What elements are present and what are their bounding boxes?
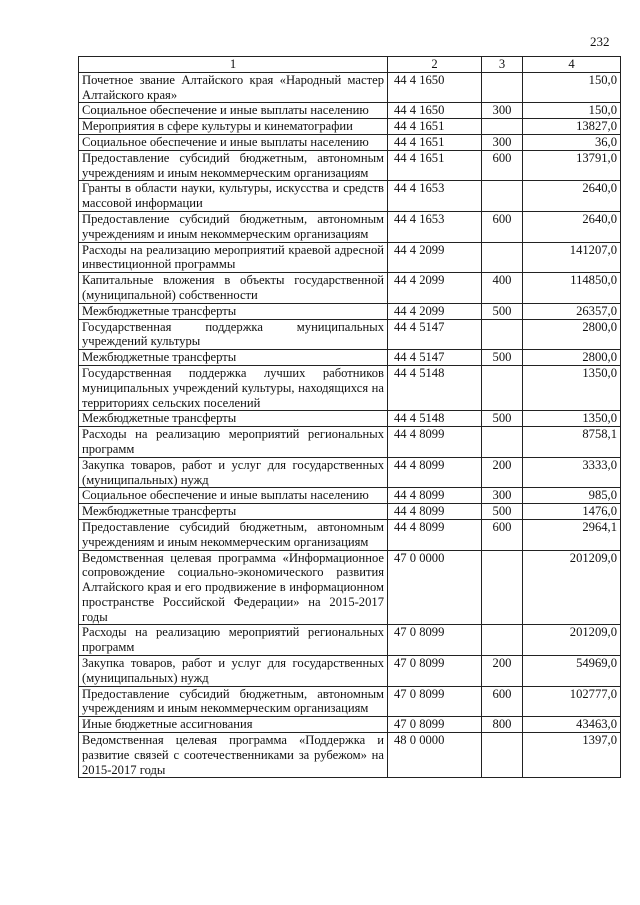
row-code: 44 4 2099: [388, 242, 482, 273]
table-row: [79, 656, 621, 687]
row-type: 600: [482, 150, 523, 181]
row-type: [482, 319, 523, 350]
row-sum: 150,0: [523, 72, 621, 103]
row-sum: 1476,0: [523, 504, 621, 520]
row-name: Иные бюджетные ассигнования: [79, 717, 388, 733]
table-body: [79, 72, 621, 778]
row-type: 400: [482, 273, 523, 304]
row-sum: 3333,0: [523, 457, 621, 488]
row-name: Межбюджетные трансферты: [79, 504, 388, 520]
row-name: Почетное звание Алтайского края «Народный мастер Алтайского края»: [79, 72, 388, 103]
row-code: 44 4 2099: [388, 303, 482, 319]
table-row: [79, 350, 621, 366]
row-type: 500: [482, 411, 523, 427]
row-type: [482, 72, 523, 103]
budget-table: [78, 56, 621, 778]
row-name: Государственная поддержка лучших работников муниципальных учреждений культуры, находящихся на территориях сельских поселений: [79, 365, 388, 410]
row-type: 200: [482, 457, 523, 488]
row-sum: 985,0: [523, 488, 621, 504]
row-name: Социальное обеспечение и иные выплаты населению: [79, 488, 388, 504]
row-sum: 114850,0: [523, 273, 621, 304]
table-row: [79, 427, 621, 458]
table-row: [79, 72, 621, 103]
row-code: 44 4 5148: [388, 411, 482, 427]
row-name: Ведомственная целевая программа «Поддержка и развитие связей с соотечественниками за рубежом» на 2015-2017 годы: [79, 733, 388, 778]
row-sum: 36,0: [523, 134, 621, 150]
row-sum: 26357,0: [523, 303, 621, 319]
row-code: 47 0 8099: [388, 717, 482, 733]
row-type: 800: [482, 717, 523, 733]
table-row: [79, 717, 621, 733]
row-type: [482, 427, 523, 458]
row-sum: 1350,0: [523, 365, 621, 410]
row-code: 44 4 1650: [388, 72, 482, 103]
table-row: [79, 150, 621, 181]
row-type: 500: [482, 504, 523, 520]
row-type: 500: [482, 303, 523, 319]
row-sum: 102777,0: [523, 686, 621, 717]
row-name: Межбюджетные трансферты: [79, 411, 388, 427]
row-code: 44 4 1653: [388, 181, 482, 212]
table-row: [79, 733, 621, 778]
table-row: [79, 686, 621, 717]
row-code: 47 0 8099: [388, 625, 482, 656]
row-sum: 201209,0: [523, 550, 621, 625]
row-sum: 2800,0: [523, 350, 621, 366]
table-row: [79, 119, 621, 135]
row-name: Гранты в области науки, культуры, искусства и средств массовой информации: [79, 181, 388, 212]
row-sum: 54969,0: [523, 656, 621, 687]
row-name: Закупка товаров, работ и услуг для государственных (муниципальных) нужд: [79, 656, 388, 687]
row-name: Межбюджетные трансферты: [79, 303, 388, 319]
table-row: [79, 365, 621, 410]
row-type: 300: [482, 134, 523, 150]
table-row: [79, 319, 621, 350]
row-name: Предоставление субсидий бюджетным, автономным учреждениям и иным некоммерческим организациям: [79, 211, 388, 242]
row-code: 44 4 2099: [388, 273, 482, 304]
row-type: [482, 181, 523, 212]
row-name: Предоставление субсидий бюджетным, автономным учреждениям и иным некоммерческим организациям: [79, 686, 388, 717]
row-name: Социальное обеспечение и иные выплаты населению: [79, 134, 388, 150]
table-row: [79, 550, 621, 625]
row-sum: 1350,0: [523, 411, 621, 427]
table-row: [79, 273, 621, 304]
row-name: Расходы на реализацию мероприятий краевой адресной инвестиционной программы: [79, 242, 388, 273]
row-name: Межбюджетные трансферты: [79, 350, 388, 366]
table-header-row: [79, 57, 621, 73]
row-sum: 141207,0: [523, 242, 621, 273]
row-sum: 13791,0: [523, 150, 621, 181]
row-type: [482, 242, 523, 273]
row-type: [482, 733, 523, 778]
row-name: Капитальные вложения в объекты государственной (муниципальной) собственности: [79, 273, 388, 304]
header-col-4: 4: [523, 57, 621, 73]
page-number: 232: [590, 34, 610, 49]
row-name: Закупка товаров, работ и услуг для государственных (муниципальных) нужд: [79, 457, 388, 488]
table-row: [79, 303, 621, 319]
row-sum: 2640,0: [523, 181, 621, 212]
table-row: [79, 411, 621, 427]
row-type: 600: [482, 519, 523, 550]
row-sum: 2640,0: [523, 211, 621, 242]
row-code: 47 0 8099: [388, 686, 482, 717]
row-code: 48 0 0000: [388, 733, 482, 778]
row-name: Расходы на реализацию мероприятий региональных программ: [79, 625, 388, 656]
row-type: 200: [482, 656, 523, 687]
row-type: [482, 119, 523, 135]
row-sum: 2964,1: [523, 519, 621, 550]
row-code: 44 4 8099: [388, 519, 482, 550]
row-type: 500: [482, 350, 523, 366]
row-name: Социальное обеспечение и иные выплаты населению: [79, 103, 388, 119]
row-type: 600: [482, 686, 523, 717]
row-name: Государственная поддержка муниципальных учреждений культуры: [79, 319, 388, 350]
table-row: [79, 519, 621, 550]
row-code: 44 4 1653: [388, 211, 482, 242]
row-sum: 2800,0: [523, 319, 621, 350]
row-sum: 8758,1: [523, 427, 621, 458]
row-type: [482, 365, 523, 410]
row-code: 47 0 0000: [388, 550, 482, 625]
header-col-1: 1: [79, 57, 388, 73]
row-type: [482, 550, 523, 625]
table-row: [79, 103, 621, 119]
row-name: Расходы на реализацию мероприятий региональных программ: [79, 427, 388, 458]
row-code: 44 4 8099: [388, 504, 482, 520]
header-col-3: 3: [482, 57, 523, 73]
row-sum: 13827,0: [523, 119, 621, 135]
table-row: [79, 488, 621, 504]
row-code: 44 4 1651: [388, 134, 482, 150]
table-row: [79, 134, 621, 150]
row-code: 44 4 1651: [388, 119, 482, 135]
row-name: Предоставление субсидий бюджетным, автономным учреждениям и иным некоммерческим организациям: [79, 150, 388, 181]
row-type: 300: [482, 488, 523, 504]
row-name: Предоставление субсидий бюджетным, автономным учреждениям и иным некоммерческим организациям: [79, 519, 388, 550]
row-type: 600: [482, 211, 523, 242]
row-name: Ведомственная целевая программа «Информационное сопровождение социально-экономического развития Алтайского края и его продвижение в информационном пространстве Российской Федерации» на 2015-2017 годы: [79, 550, 388, 625]
row-code: 47 0 8099: [388, 656, 482, 687]
table-row: [79, 625, 621, 656]
row-code: 44 4 5147: [388, 319, 482, 350]
row-type: [482, 625, 523, 656]
row-code: 44 4 8099: [388, 457, 482, 488]
row-code: 44 4 5148: [388, 365, 482, 410]
row-code: 44 4 8099: [388, 427, 482, 458]
row-code: 44 4 8099: [388, 488, 482, 504]
row-sum: 43463,0: [523, 717, 621, 733]
row-code: 44 4 5147: [388, 350, 482, 366]
row-type: 300: [482, 103, 523, 119]
table-row: [79, 457, 621, 488]
table-row: [79, 242, 621, 273]
table-row: [79, 211, 621, 242]
row-sum: 150,0: [523, 103, 621, 119]
row-code: 44 4 1651: [388, 150, 482, 181]
row-sum: 1397,0: [523, 733, 621, 778]
header-col-2: 2: [388, 57, 482, 73]
row-code: 44 4 1650: [388, 103, 482, 119]
table-row: [79, 504, 621, 520]
row-name: Мероприятия в сфере культуры и кинематографии: [79, 119, 388, 135]
row-sum: 201209,0: [523, 625, 621, 656]
table-row: [79, 181, 621, 212]
